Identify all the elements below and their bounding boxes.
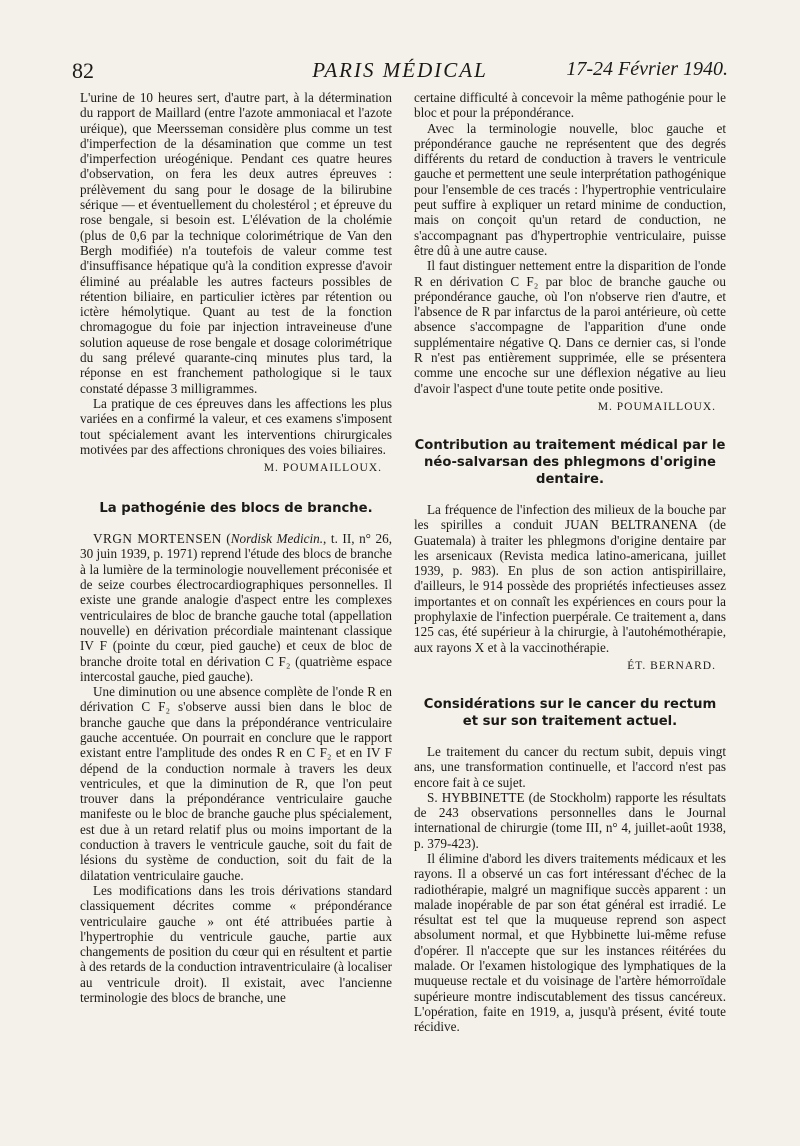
author-signature: M. POUMAILLOUX. (263, 462, 382, 475)
section-heading: La pathogénie des blocs de branche. (99, 501, 373, 517)
author-signature: ÉT. BERNARD. (627, 659, 716, 672)
journal-reference: Nordisk Medicin. (230, 531, 324, 547)
right-column (414, 90, 726, 1035)
paragraph: Avec la terminologie nouvelle, bloc gauche et prépondérance gauche ne représentent que des degrés différents du retard de conduction à travers le ventricule gauche et permettent une seule interprétation pathogénique pour l'ensemble de ces tracés : l'hypertrophie ventriculaire peut suffire à expliquer un retard minime de conduction, mais on conçoit qu'un retard de conduction, ne s'accompagnant pas d'hypertrophie ventriculaire, puisse être dû à une autre cause. (414, 120, 726, 258)
paragraph: VRGN MORTENSEN (Nordisk Medicin., t. II, n° 26, 30 juin 1939, p. 1971) reprend l'étude des blocs de branche à la lumière de la terminologie nouvellement préconisée et de seize courbes électrocardiographiques personnelles. Il existe une grande analogie d'aspect entre les complexes ventriculaires de bloc de branche gauche total (appellation nouvelle) en dérivation précordiale maintenant classique IV F (pointe du cœur, pied gauche) et ceux de bloc de branche droite total en dérivation C F₂ (quatrième espace intercostal gauche, pied gauche). (80, 531, 392, 684)
author-name: VRGN MORTENSEN (93, 531, 222, 547)
paragraph: La pratique de ces épreuves dans les affections les plus variées en a confirmé la valeur, et ces examens s'imposent tout spécialement avant les interventions chirurgicales motivées par des affections chroniques des voies biliaires. (80, 395, 392, 457)
issue-date: 17-24 Février 1940. (566, 58, 728, 80)
section-heading: Considérations sur le cancer du rectum et sur son traitement actuel. (423, 696, 717, 729)
paragraph: Les modifications dans les trois dérivations standard classiquement décrites comme « prépondérance ventriculaire gauche » ont été attribuées partie à l'hypertrophie du ventricule gauche, partie aux changements de position du cœur qui en résultent et partie à des retards de la conduction intraventriculaire (à localiser au ventricule droit). Il existait, avec l'ancienne terminologie des blocs de branche, une (80, 882, 392, 1006)
left-column (80, 90, 392, 1005)
running-header (72, 58, 728, 86)
journal-title: PARIS MÉDICAL (312, 58, 488, 82)
paragraph: Il élimine d'abord les divers traitements médicaux et les rayons. Il a observé un cas fort intéressant d'échec de la radiothérapie, malgré un magnifique succès apparent : un malade inopérable de par son état général est irradié. Le résultat est tel que la muqueuse reprend son aspect absolument normal, et que Hybbinette lui-même refuse d'opérer. Il n'accepte que sur les instances réitérées du malade. Or l'examen histologique des lymphatiques de la muqueuse rectale et du voisinage de l'artère hémorroïdale supérieure montre indiscutablement des tissus cancéreux. L'opération, faite en 1919, a, jusqu'à présent, évité toute récidive. (414, 850, 726, 1035)
section-heading: Contribution au traitement médical par le néo-salvarsan des phlegmons d'origine dentaire. (414, 437, 726, 487)
paragraph: Le traitement du cancer du rectum subit, depuis vingt ans, une transformation continuelle, et l'accord n'est pas encore fait à ce sujet. (414, 743, 726, 790)
paragraph: Une diminution ou une absence complète de l'onde R en dérivation C F₂ s'observe aussi bien dans le bloc de branche gauche que dans la prépondérance ventriculaire gauche accentuée. On pourrait en conclure que le rapport existant entre l'amplitude des ondes R en C F₂ et en IV F dépend de la conduction normale à travers les deux ventricules, et que la diminution de R, que l'on peut trouver dans la prépondérance ventriculaire gauche manifeste ou le bloc de branche gauche plus spécialement, est due à un retard relatif plus ou moins important de la conduction à travers le ventricule gauche, soit du fait de lésions du système de conduction, soit du fait de la dilatation ventriculaire gauche. (80, 684, 392, 883)
paragraph: La fréquence de l'infection des milieux de la bouche par les spirilles a conduit JUAN BELTRANENA (de Guatemala) à traiter les phlegmons d'origine dentaire par les arsenicaux (Revista medica latino-americana, juillet 1939, p. 983). En plus de son action antispirillaire, d'ailleurs, le 914 possède des propriétés infectieuses assez importantes et on connaît les expériences en cours pour la prophylaxie de l'infection puerpérale. Ce traitement a, dans 125 cas, été supérieur à la chirurgie, à l'autohémothérapie, aux rayons X et à la vaccinothérapie. (414, 501, 726, 655)
author-signature: M. POUMAILLOUX. (597, 400, 716, 413)
paragraph: Il faut distinguer nettement entre la disparition de l'onde R en dérivation C F₂ par bloc de branche gauche ou prépondérance gauche, où l'on n'observe rien d'autre, et l'absence de R par infarctus de la paroi antérieure, où cette absence s'accompagne de l'apparition d'une onde supplémentaire négative Q. Dans ce dernier cas, si l'onde R n'est pas entièrement supprimée, elle se présentera comme une encoche sur une déflexion négative au lieu d'avoir l'aspect d'une toute petite onde positive. (414, 258, 726, 396)
page-number: 82 (72, 58, 94, 83)
paragraph: L'urine de 10 heures sert, d'autre part, à la détermination du rapport de Maillard (entre l'azote ammoniacal et l'azote uréique), que Meersseman considère plus comme un test d'imperfection de la désamination que comme un test d'imperfection uréogénique. Pendant ces quatre heures d'observation, on fera les deux autres épreuves : prélèvement du sang pour le dosage de la bilirubine sérique — et éventuellement du cholestérol ; et épreuve du rose bengale, si besoin est. L'élévation de la cholémie (plus de 0,6 par la technique colorimétrique de Van den Bergh modifiée) n'a toutefois de valeur comme test d'insuffisance hépatique qu'à la condition expresse d'avoir éliminé au préalable les autres facteurs possibles de rétention biliaire, en particulier ictères par rétention ou ictère hémolytique. Quant au test de la fonction chromagogue du foie par injection intraveineuse d'une solution aqueuse de rose bengale et dosage colorimétrique du sang prélevé quarante-cinq minutes plus tard, la réponse en est franchement pathologique si le taux constaté dépasse 3 milligrammes. (80, 90, 392, 396)
paragraph-text: , t. II, n° 26, 30 juin 1939, p. 1971) reprend l'étude des blocs de branche à la lumière de la terminologie nouvellement préconisée et de seize courbes électrocardiographiques personnelles. Il existe une grande analogie d'aspect entre les complexes ventriculaires de bloc de branche gauche total (appellation nouvelle) en dérivation précordiale maintenant classique IV F (pointe du cœur, pied gauche) et ceux de bloc de branche droite total en dérivation C F₂ (quatrième espace intercostal gauche, pied gauche). (80, 531, 392, 684)
paragraph: S. HYBBINETTE (de Stockholm) rapporte les résultats de 243 observations personnelles dans le Journal international de chirurgie (tome III, n° 4, juillet-août 1938, p. 379-423). (414, 789, 726, 851)
paragraph: certaine difficulté à concevoir la même pathogénie pour le bloc et pour la prépondérance. (414, 90, 726, 121)
